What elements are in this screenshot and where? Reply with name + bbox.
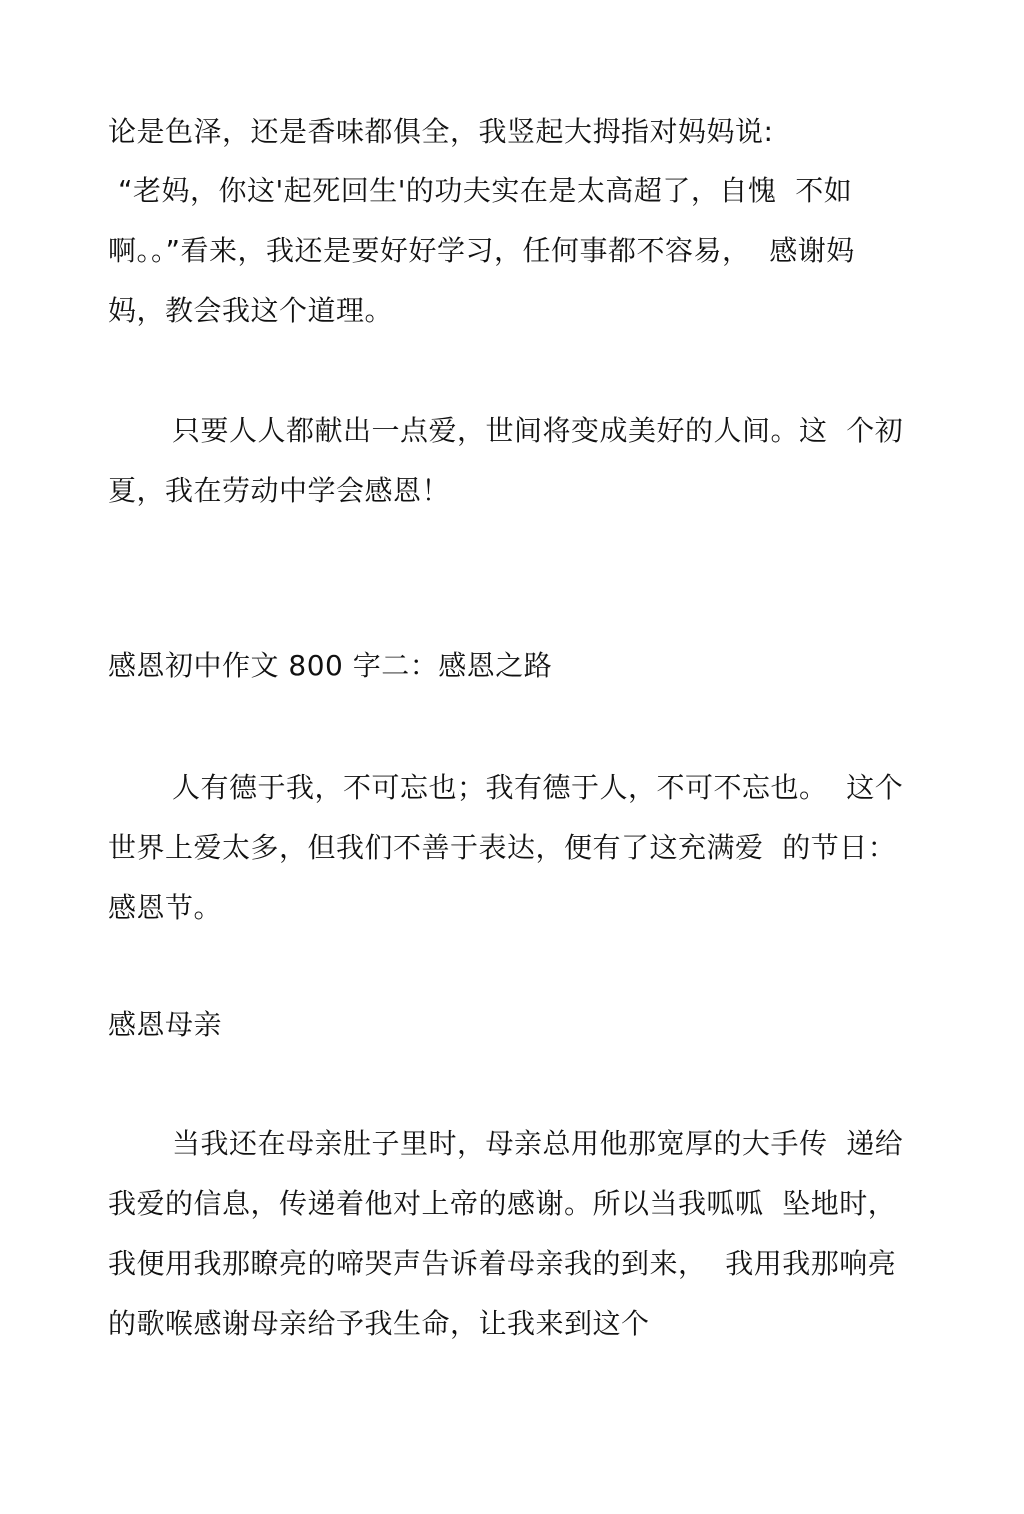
text-line: 只要人人都献出一点爱，世间将变成美好的人间。这 个初 xyxy=(172,414,904,447)
text-line: 的歌喉感谢母亲给予我生命，让我来到这个 xyxy=(108,1307,650,1340)
text-line: 世界上爱太多，但我们不善于表达，便有了这充满爱 的节日： xyxy=(108,831,897,864)
section-heading: 感恩初中作文 800 字二：感恩之路 xyxy=(108,649,553,682)
text-line: 论是色泽，还是香味都俱全，我竖起大拇指对妈妈说: xyxy=(108,115,774,148)
text-line: 我爱的信息，传递着他对上帝的感谢。所以当我呱呱 坠地时， xyxy=(108,1187,897,1220)
text-line: 啊。。”看来，我还是要好好学习，任何事都不容易， 感谢妈 xyxy=(108,234,855,267)
text-line: “老妈，你这'起死回生'的功夫实在是太高超了，自愧 不如 xyxy=(118,174,853,207)
text-line: 感恩节。 xyxy=(108,891,223,924)
subsection-heading: 感恩母亲 xyxy=(108,1008,223,1041)
text-line: 当我还在母亲肚子里时，母亲总用他那宽厚的大手传 递给 xyxy=(172,1127,904,1160)
text-line: 夏，我在劳动中学会感恩！ xyxy=(108,474,451,507)
text-line: 妈，教会我这个道理。 xyxy=(108,294,394,327)
text-line: 人有德于我，不可忘也；我有德于人，不可不忘也。 这个 xyxy=(172,771,904,804)
text-line: 我便用我那瞭亮的啼哭声告诉着母亲我的到来， 我用我那响亮 xyxy=(108,1247,897,1280)
